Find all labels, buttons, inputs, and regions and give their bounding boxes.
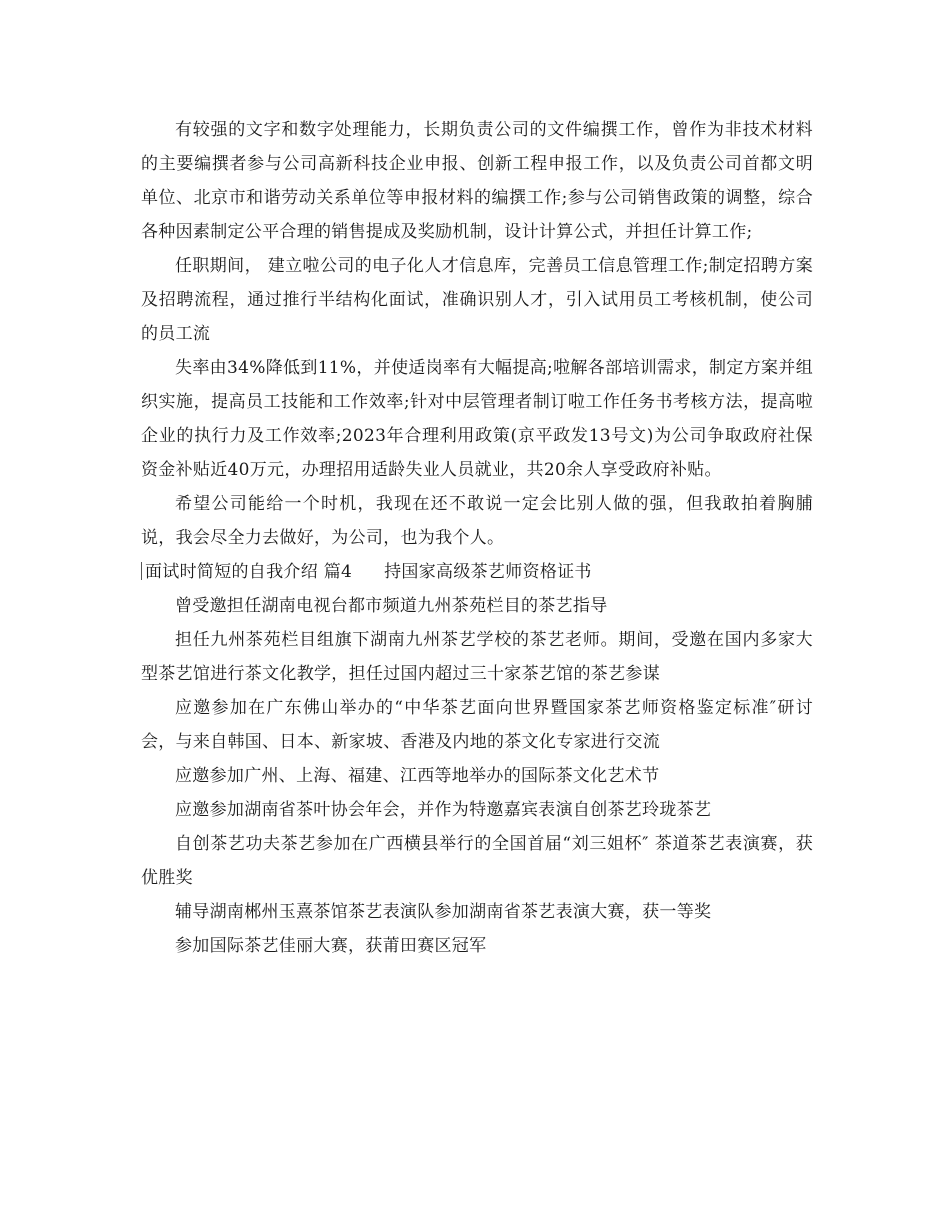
section-heading bbox=[141, 555, 813, 589]
section-heading-title: 面试时简短的自我介绍 篇4 bbox=[145, 562, 353, 582]
paragraph-turnover-results: 失率由34%降低到11%，并使适岗率有大幅提高;啦解各部培训需求，制定方案并组织实施，提高员工技能和工作效率;针对中层管理者制订啦工作任务书考核方法，提高啦企业的执行力及工作效率;2023年合理利用政策(京平政发13号文)为公司争取政府社保资金补贴近40万元，办理招用适龄失业人员就业，共20余人享受政府补贴。 bbox=[141, 358, 813, 480]
paragraph-hr-work: 任职期间， 建立啦公司的电子化人才信息库，完善员工信息管理工作;制定招聘方案及招聘流程，通过推行半结构化面试，准确识别人才，引入试用员工考核机制，使公司的员工流 bbox=[141, 256, 813, 344]
paragraph-hunan-association: 应邀参加湖南省茶叶协会年会，并作为特邀嘉宾表演自创茶艺玲珑茶艺 bbox=[175, 800, 712, 820]
paragraph-closing-statement: 希望公司能给一个时机，我现在还不敢说一定会比别人做的强，但我敢拍着胸脯说，我会尽全力去做好，为公司，也为我个人。 bbox=[141, 494, 813, 548]
document-body bbox=[141, 113, 813, 963]
section-first-item: 持国家高级茶艺师资格证书 bbox=[384, 562, 592, 582]
paragraph-tea-festivals: 应邀参加广州、上海、福建、江西等地举办的国际茶文化艺术节 bbox=[175, 766, 660, 786]
paragraph-chenzhou-team: 辅导湖南郴州玉熹茶馆茶艺表演队参加湖南省茶艺表演大赛，获一等奖 bbox=[175, 902, 712, 922]
paragraph-foshan-seminar: 应邀参加在广东佛山举办的“中华茶艺面向世界暨国家茶艺师资格鉴定标准″研讨会，与来自韩国、日本、新家坡、香港及内地的茶文化专家进行交流 bbox=[141, 698, 813, 752]
paragraph-writing-skills: 有较强的文字和数字处理能力，长期负责公司的文件编撰工作，曾作为非技术材料的主要编撰者参与公司高新科技企业申报、创新工程申报工作，以及负责公司首都文明单位、北京市和谐劳动关系单位等申报材料的编撰工作;参与公司销售政策的调整，综合各种因素制定公平合理的销售提成及奖励机制，设计计算公式，并担任计算工作; bbox=[141, 120, 813, 242]
paragraph-liusanjie-contest: 自创茶艺功夫茶艺参加在广西横县举行的全国首届“刘三姐杯″ 茶道茶艺表演赛，获优胜奖 bbox=[141, 834, 813, 888]
paragraph-tea-teacher: 担任九州茶苑栏目组旗下湖南九州茶艺学校的茶艺老师。期间，受邀在国内多家大型茶艺馆进行茶文化教学，担任过国内超过三十家茶艺馆的茶艺参谋 bbox=[141, 630, 813, 684]
paragraph-putian-champion: 参加国际茶艺佳丽大赛，获莆田赛区冠军 bbox=[175, 936, 487, 956]
paragraph-tv-guidance: 曾受邀担任湖南电视台都市频道九州茶苑栏目的茶艺指导 bbox=[175, 596, 608, 616]
heading-marker bbox=[141, 562, 142, 580]
